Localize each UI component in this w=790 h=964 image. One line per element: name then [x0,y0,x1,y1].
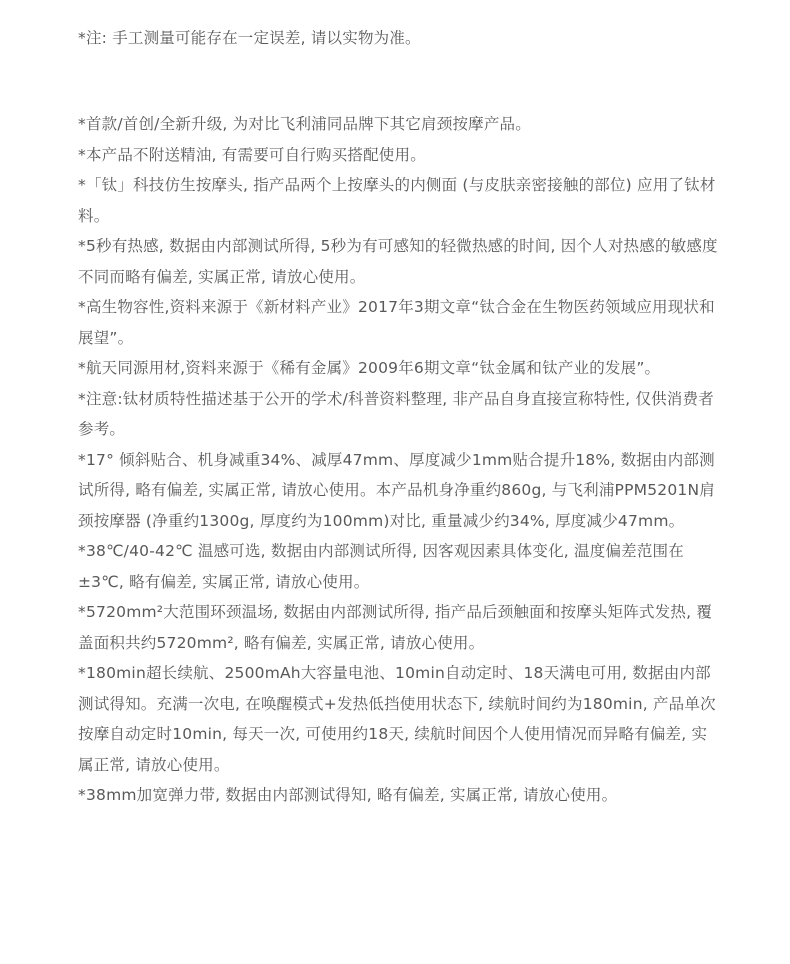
footnote-item: *本产品不附送精油, 有需要可自行购买搭配使用。 [78,145,426,164]
footnote-item: *38mm加宽弹力带, 数据由内部测试得知, 略有偏差, 实属正常, 请放心使用。 [78,786,618,804]
footnote-item: *5720mm²大范围环颈温场, 数据由内部测试所得, 指产品后颈触面和按摩头矩阵式发热, 覆盖面积共约5720mm², 略有偏差, 实属正常, 请放心使用。 [78,603,713,652]
footnote-item: *首款/首创/全新升级, 为对比飞利浦同品牌下其它肩颈按摩产品。 [78,115,531,133]
footnote-item: *180min超长续航、2500mAh大容量电池、10min自动定时、18天满电可用, 数据由内部测试得知。充满一次电, 在唤醒模式+发热低挡使用状态下, 续航时间约为180min, 产品单次按摩自动定时10min, 每天一次, 可使用约18天, 续航时间因个人使用情况而异略有偏差, 实属正常, 请放心使用。 [78,664,716,774]
footnote-item: *38℃/40-42℃ 温感可选, 数据由内部测试所得, 因客观因素具体变化, 温度偏差范围在±3℃, 略有偏差, 实属正常, 请放心使用。 [78,542,684,591]
footnote-item: *5秒有热感, 数据由内部测试所得, 5秒为有可感知的轻微热感的时间, 因个人对热感的敏感度不同而略有偏差, 实属正常, 请放心使用。 [78,237,718,286]
footnote-item: *17° 倾斜贴合、机身减重34%、减厚47mm、厚度减少1mm贴合提升18%, 数据由内部测试所得, 略有偏差, 实属正常, 请放心使用。本产品机身净重约860g, 与飞利浦PPM5201N肩颈按摩器 (净重约1300g, 厚度约为100mm)对比, 重量减少约34%, 厚度减少47mm。 [78,450,715,530]
measurement-note: *注: 手工测量可能存在一定误差, 请以实物为准。 [78,29,421,47]
footnote-item: *注意:钛材质特性描述基于公开的学术/科普资料整理, 非产品自身直接宣称特性, 仅供消费者参考。 [78,389,714,438]
footnote-list [78,109,718,811]
footnote-item: *高生物容性,资料来源于《新材料产业》2017年3期文章“钛合金在生物医药领域应用现状和展望”。 [78,298,715,347]
footnote-item: *「钛」科技仿生按摩头, 指产品两个上按摩头的内侧面 (与皮肤亲密接触的部位) 应用了钛材料。 [78,176,716,225]
footnote-item: *航天同源用材,资料来源于《稀有金属》2009年6期文章“钛金属和钛产业的发展”。 [78,359,661,377]
